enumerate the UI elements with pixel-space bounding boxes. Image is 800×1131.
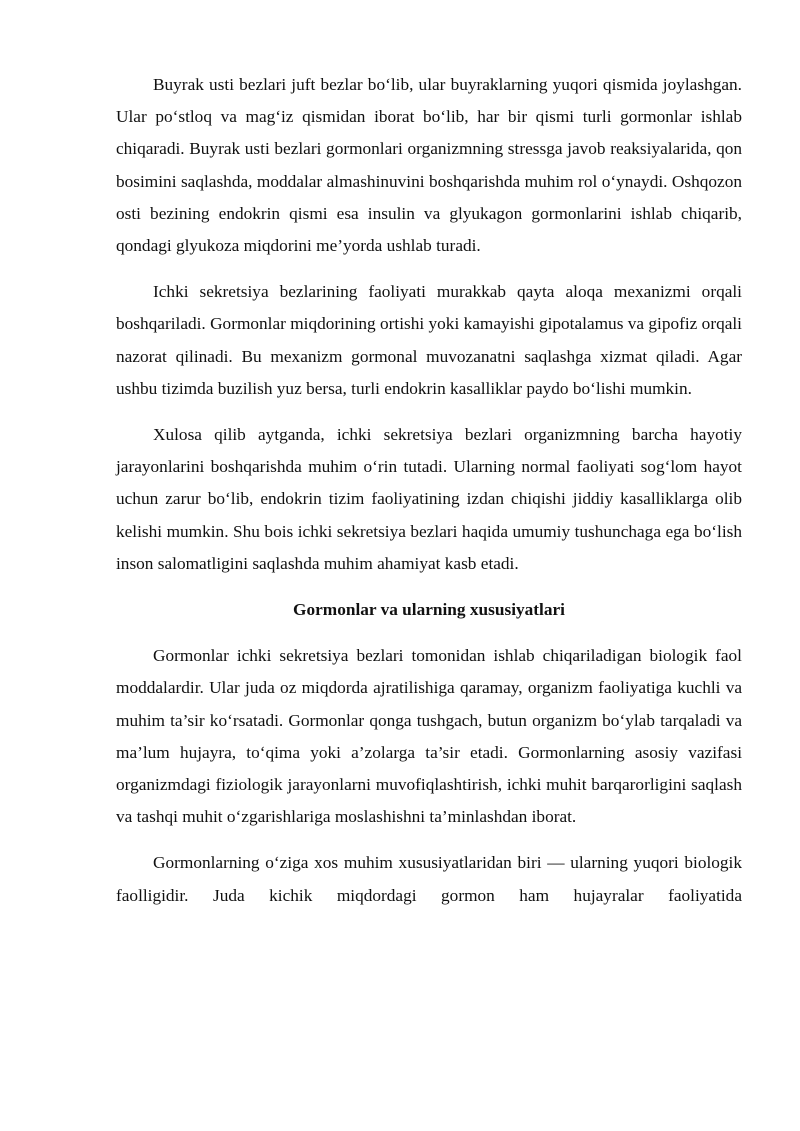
- paragraph-hormones-properties: Gormonlarning o‘ziga xos muhim xususiyatlaridan biri — ularning yuqori biologik faolligidir. Juda kichik miqdordagi gormon ham hujayralar faoliyatida: [116, 853, 742, 905]
- paragraph-hormones-definition: Gormonlar ichki sekretsiya bezlari tomonidan ishlab chiqariladigan biologik faol moddalardir. Ular juda oz miqdorda ajratilishiga qaramay, organizm faoliyatiga kuchli va muhim ta’sir ko‘rsatadi. Gormonlar qonga tushgach, butun organizm bo‘ylab tarqaladi va ma’lum hujayra, to‘qima yoki a’zolarga ta’sir etadi. Gormonlarning asosiy vazifasi organizmdagi fiziologik jarayonlarni muvofiqlashtirish, ichki muhit barqarorligini saqlash va tashqi muhit o‘zgarishlariga moslashishni ta’minlashdan iborat.: [116, 646, 742, 827]
- section-heading: Gormonlar va ularning xususiyatlari: [293, 600, 565, 620]
- paragraph-adrenal-glands: Buyrak usti bezlari juft bezlar bo‘lib, ular buyraklarning yuqori qismida joylashgan. Ular po‘stloq va mag‘iz qismidan iborat bo‘lib, har bir qismi turli gormonlar ishlab chiqaradi. Buyrak usti bezlari gormonlari organizmning stressga javob reaksiyalarida, qon bosimini saqlashda, moddalar almashinuvini boshqarishda muhim rol o‘ynaydi. Oshqozon osti bezining endokrin qismi esa insulin va glyukagon gormonlarini ishlab chiqarib, qondagi glyukoza miqdorini me’yorda ushlab turadi.: [116, 75, 742, 256]
- document-page: [116, 69, 742, 912]
- paragraph-feedback-mechanism: Ichki sekretsiya bezlarining faoliyati murakkab qayta aloqa mexanizmi orqali boshqariladi. Gormonlar miqdorining ortishi yoki kamayishi gipotalamus va gipofiz orqali nazorat qilinadi. Bu mexanizm gormonal muvozanatni saqlashga xizmat qiladi. Agar ushbu tizimda buzilish yuz bersa, turli endokrin kasalliklar paydo bo‘lishi mumkin.: [116, 282, 742, 398]
- paragraph-conclusion: Xulosa qilib aytganda, ichki sekretsiya bezlari organizmning barcha hayotiy jarayonlarini boshqarishda muhim o‘rin tutadi. Ularning normal faoliyati sog‘lom hayot uchun zarur bo‘lib, endokrin tizim faoliyatining izdan chiqishi jiddiy kasalliklarga olib kelishi mumkin. Shu bois ichki sekretsiya bezlari haqida umumiy tushunchaga ega bo‘lish inson salomatligini saqlashda muhim ahamiyat kasb etadi.: [116, 425, 742, 573]
